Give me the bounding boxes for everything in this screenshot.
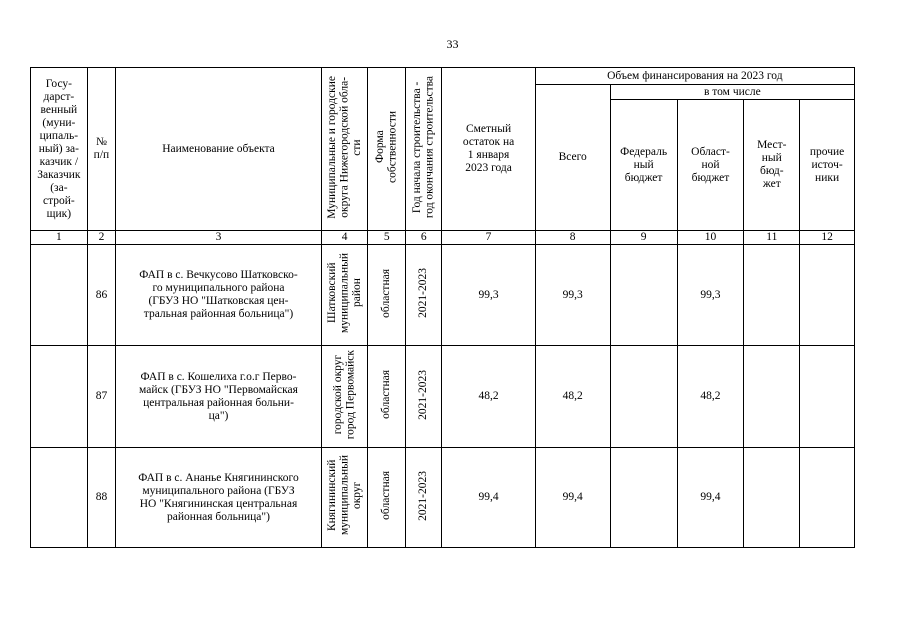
- header-regional: Област- ной бюджет: [677, 100, 744, 231]
- row-municipality: Шатковский муниципальный район: [321, 245, 368, 346]
- column-number: 9: [610, 231, 677, 245]
- row-balance: 99,4: [442, 448, 535, 548]
- header-ownership: Форма собственности: [368, 68, 405, 231]
- row-federal: [610, 245, 677, 346]
- column-number: 2: [87, 231, 115, 245]
- row-municipality: Княгининский муниципальный округ: [321, 448, 368, 548]
- header-funding: Объем финансирования на 2023 год: [535, 68, 854, 85]
- table-row: [31, 448, 855, 548]
- header-municipality: Муниципальные и городские округа Нижегородской обла- сти: [321, 68, 368, 231]
- column-number: 6: [405, 231, 441, 245]
- table-row: [31, 346, 855, 448]
- row-other: [800, 245, 855, 346]
- row-total: 99,4: [535, 448, 610, 548]
- row-customer: [31, 448, 88, 548]
- row-object-name: ФАП в с. Кошелиха г.о.г Перво- майск (ГБУЗ НО "Первомайская центральная районная больни- ца"): [116, 346, 322, 448]
- row-ownership: областная: [368, 245, 405, 346]
- column-number: 7: [442, 231, 535, 245]
- header-local: Мест- ный бюд- жет: [744, 100, 800, 231]
- row-years: 2021-2023: [405, 448, 441, 548]
- column-number: 8: [535, 231, 610, 245]
- page-number: 33: [446, 37, 459, 51]
- row-total: 48,2: [535, 346, 610, 448]
- row-local: [744, 245, 800, 346]
- row-object-name: ФАП в с. Ананье Княгининского муниципального района (ГБУЗ НО "Княгининская центральная районная больница"): [116, 448, 322, 548]
- row-number: 88: [87, 448, 115, 548]
- row-regional: 48,2: [677, 346, 744, 448]
- column-number: 10: [677, 231, 744, 245]
- row-other: [800, 448, 855, 548]
- row-federal: [610, 448, 677, 548]
- row-federal: [610, 346, 677, 448]
- column-number: 5: [368, 231, 405, 245]
- header-number: № п/п: [87, 68, 115, 231]
- header-row-1: [31, 68, 855, 85]
- row-customer: [31, 245, 88, 346]
- row-local: [744, 346, 800, 448]
- column-number: 3: [116, 231, 322, 245]
- row-balance: 99,3: [442, 245, 535, 346]
- row-regional: 99,4: [677, 448, 744, 548]
- column-number: 12: [800, 231, 855, 245]
- row-number: 87: [87, 346, 115, 448]
- row-ownership: областная: [368, 346, 405, 448]
- column-number: 1: [31, 231, 88, 245]
- header-including: в том числе: [610, 85, 854, 100]
- row-total: 99,3: [535, 245, 610, 346]
- header-object-name: Наименование объекта: [116, 68, 322, 231]
- row-number: 86: [87, 245, 115, 346]
- financing-table: [30, 67, 855, 548]
- header-federal: Федераль ный бюджет: [610, 100, 677, 231]
- row-regional: 99,3: [677, 245, 744, 346]
- table-row: [31, 245, 855, 346]
- column-number: 11: [744, 231, 800, 245]
- row-local: [744, 448, 800, 548]
- row-years: 2021-2023: [405, 245, 441, 346]
- header-total: Всего: [535, 85, 610, 231]
- row-customer: [31, 346, 88, 448]
- row-municipality: городской округ город Первомайск: [321, 346, 368, 448]
- header-other: прочие источ- ники: [800, 100, 855, 231]
- header-customer: Госу- дарст- венный (муни- ципаль- ный) за- казчик / Заказчик (за- строй- щик): [31, 68, 88, 231]
- header-balance: Сметный остаток на 1 января 2023 года: [442, 68, 535, 231]
- row-ownership: областная: [368, 448, 405, 548]
- row-other: [800, 346, 855, 448]
- header-years: Год начала строительства - год окончания строительства: [405, 68, 441, 231]
- column-number: 4: [321, 231, 368, 245]
- row-years: 2021-2023: [405, 346, 441, 448]
- row-object-name: ФАП в с. Вечкусово Шатковско- го муниципального района (ГБУЗ НО "Шатковская цен- тральная районная больница"): [116, 245, 322, 346]
- column-numbers-row: [31, 231, 855, 245]
- row-balance: 48,2: [442, 346, 535, 448]
